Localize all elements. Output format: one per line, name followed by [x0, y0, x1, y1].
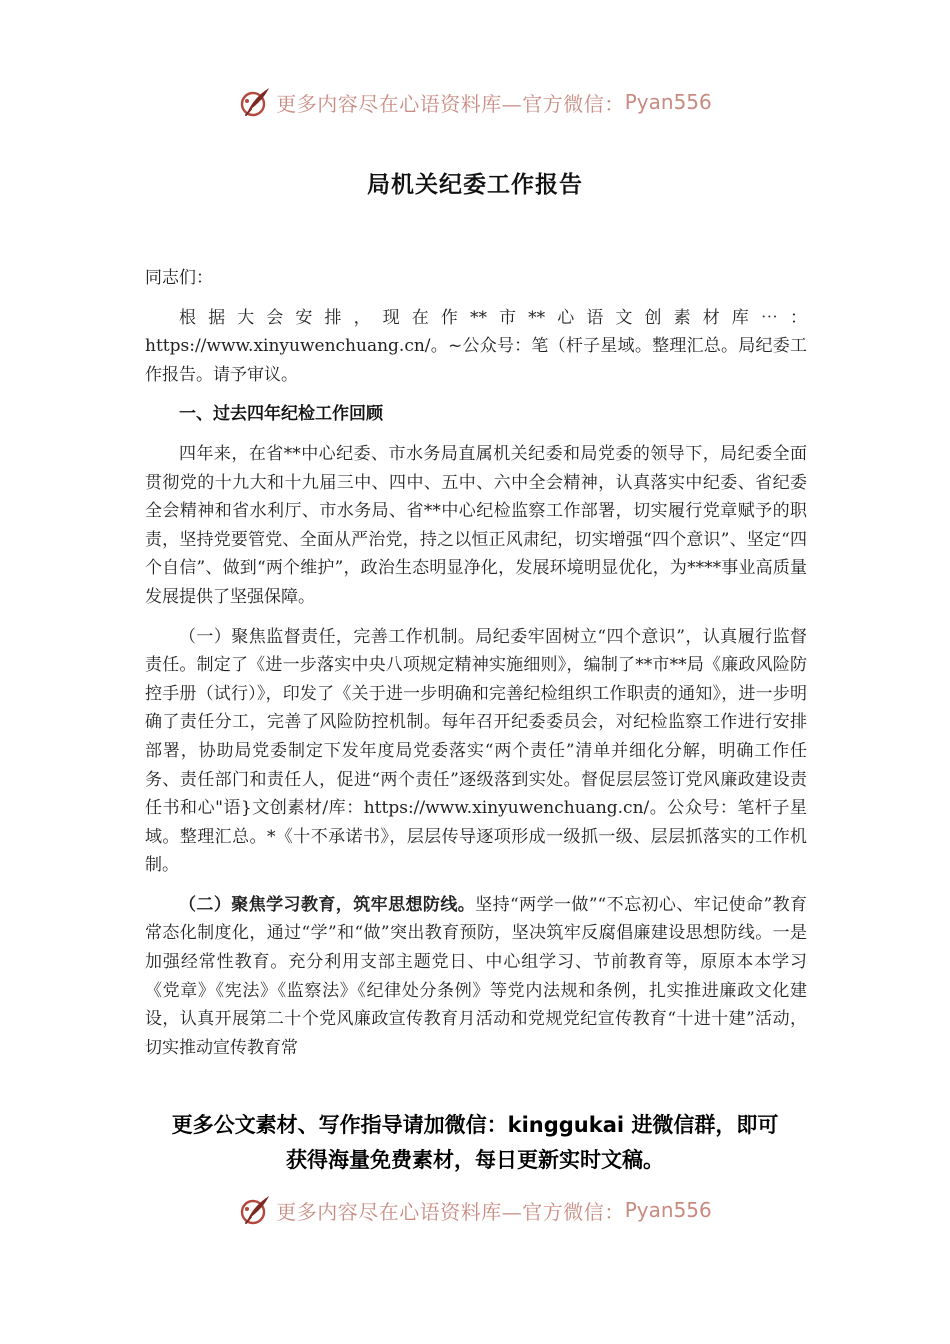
section-heading: 一、过去四年纪检工作回顾 — [179, 404, 383, 425]
salutation: 同志们： — [145, 268, 213, 288]
feather-ink-logo-icon — [238, 1193, 272, 1227]
item-2-lead: （二）聚焦学习教育，筑牢思想防线。 — [179, 894, 476, 915]
feather-ink-logo-icon — [238, 85, 272, 119]
intro-paragraph: 根据大会安排，现在作**市**心语文创素材库⋯：https://www.xinyuwenchuang.cn/。~公众号：笔（杆子星域。整理汇总。局纪委工作报告。请予审议。 — [145, 307, 807, 385]
document-title: 局机关纪委工作报告 — [367, 171, 583, 198]
promo-line-1: 更多公文素材、写作指导请加微信：kinggukai 进微信群，即可 — [171, 1113, 779, 1137]
watermark-text: 更多内容尽在心语资料库—官方微信： — [276, 1199, 625, 1224]
watermark-banner-bottom — [0, 1190, 950, 1230]
watermark-text: 更多内容尽在心语资料库—官方微信： — [276, 91, 625, 116]
item-2-body: 坚持“两学一做”“不忘初心、牢记使命”教育常态化制度化，通过“学”和“做”突出教育预防，坚决筑牢反腐倡廉建设思想防线。一是加强经常性教育。充分利用支部主题党日、中心组学习、节前教育等，原原本本学习《党章》《宪法》《监察法》《纪律处分条例》等党内法规和条例，扎实推进廉政文化建设，认真开展第二十个党风廉政宣传教育月活动和党规党纪宣传教育“十进十建”活动，切实推动宣传教育常 — [145, 894, 808, 1058]
section-paragraph: 四年来，在省**中心纪委、市水务局直属机关纪委和局党委的领导下，局纪委全面贯彻党的十九大和十九届三中、四中、五中、六中全会精神，认真落实中纪委、省纪委全会精神和省水利厅、市水务局、省**中心纪检监察工作部署，切实履行党章赋予的职责，坚持党要管党、全面从严治党，持之以恒正风肃纪，切实增强“四个意识”、坚定“四个自信”、做到“两个维护”，政治生态明显净化，发展环境明显优化，为****事业高质量发展提供了坚强保障。 — [145, 443, 807, 607]
watermark-wechat-id: Pyan556 — [624, 90, 712, 114]
watermark-banner-top — [0, 82, 950, 122]
promo-block — [0, 1108, 950, 1178]
watermark-wechat-id: Pyan556 — [624, 1198, 712, 1222]
item-1-paragraph: （一）聚焦监督责任，完善工作机制。局纪委牢固树立“四个意识”，认真履行监督责任。制定了《进一步落实中央八项规定精神实施细则》，编制了**市**局《廉政风险防控手册（试行）》，印发了《关于进一步明确和完善纪检组织工作职责的通知》，进一步明确了责任分工，完善了风险防控机制。每年召开纪委委员会，对纪检监察工作进行安排部署，协助局党委制定下发年度局党委落实“两个责任”清单并细化分解，明确工作任务、责任部门和责任人，促进“两个责任”逐级落到实处。督促层层签订党风廉政建设责任书和心"语}文创素材/库：https://www.xinyuwenchuang.cn/。公众号：笔杆子星域。整理汇总。*《十不承诺书》，层层传导逐项形成一级抓一级、层层抓落实的工作机制。 — [145, 626, 807, 876]
promo-line-2: 获得海量免费素材，每日更新实时文稿。 — [286, 1148, 664, 1172]
item-2-paragraph — [145, 891, 807, 1063]
document-body — [145, 264, 807, 1073]
